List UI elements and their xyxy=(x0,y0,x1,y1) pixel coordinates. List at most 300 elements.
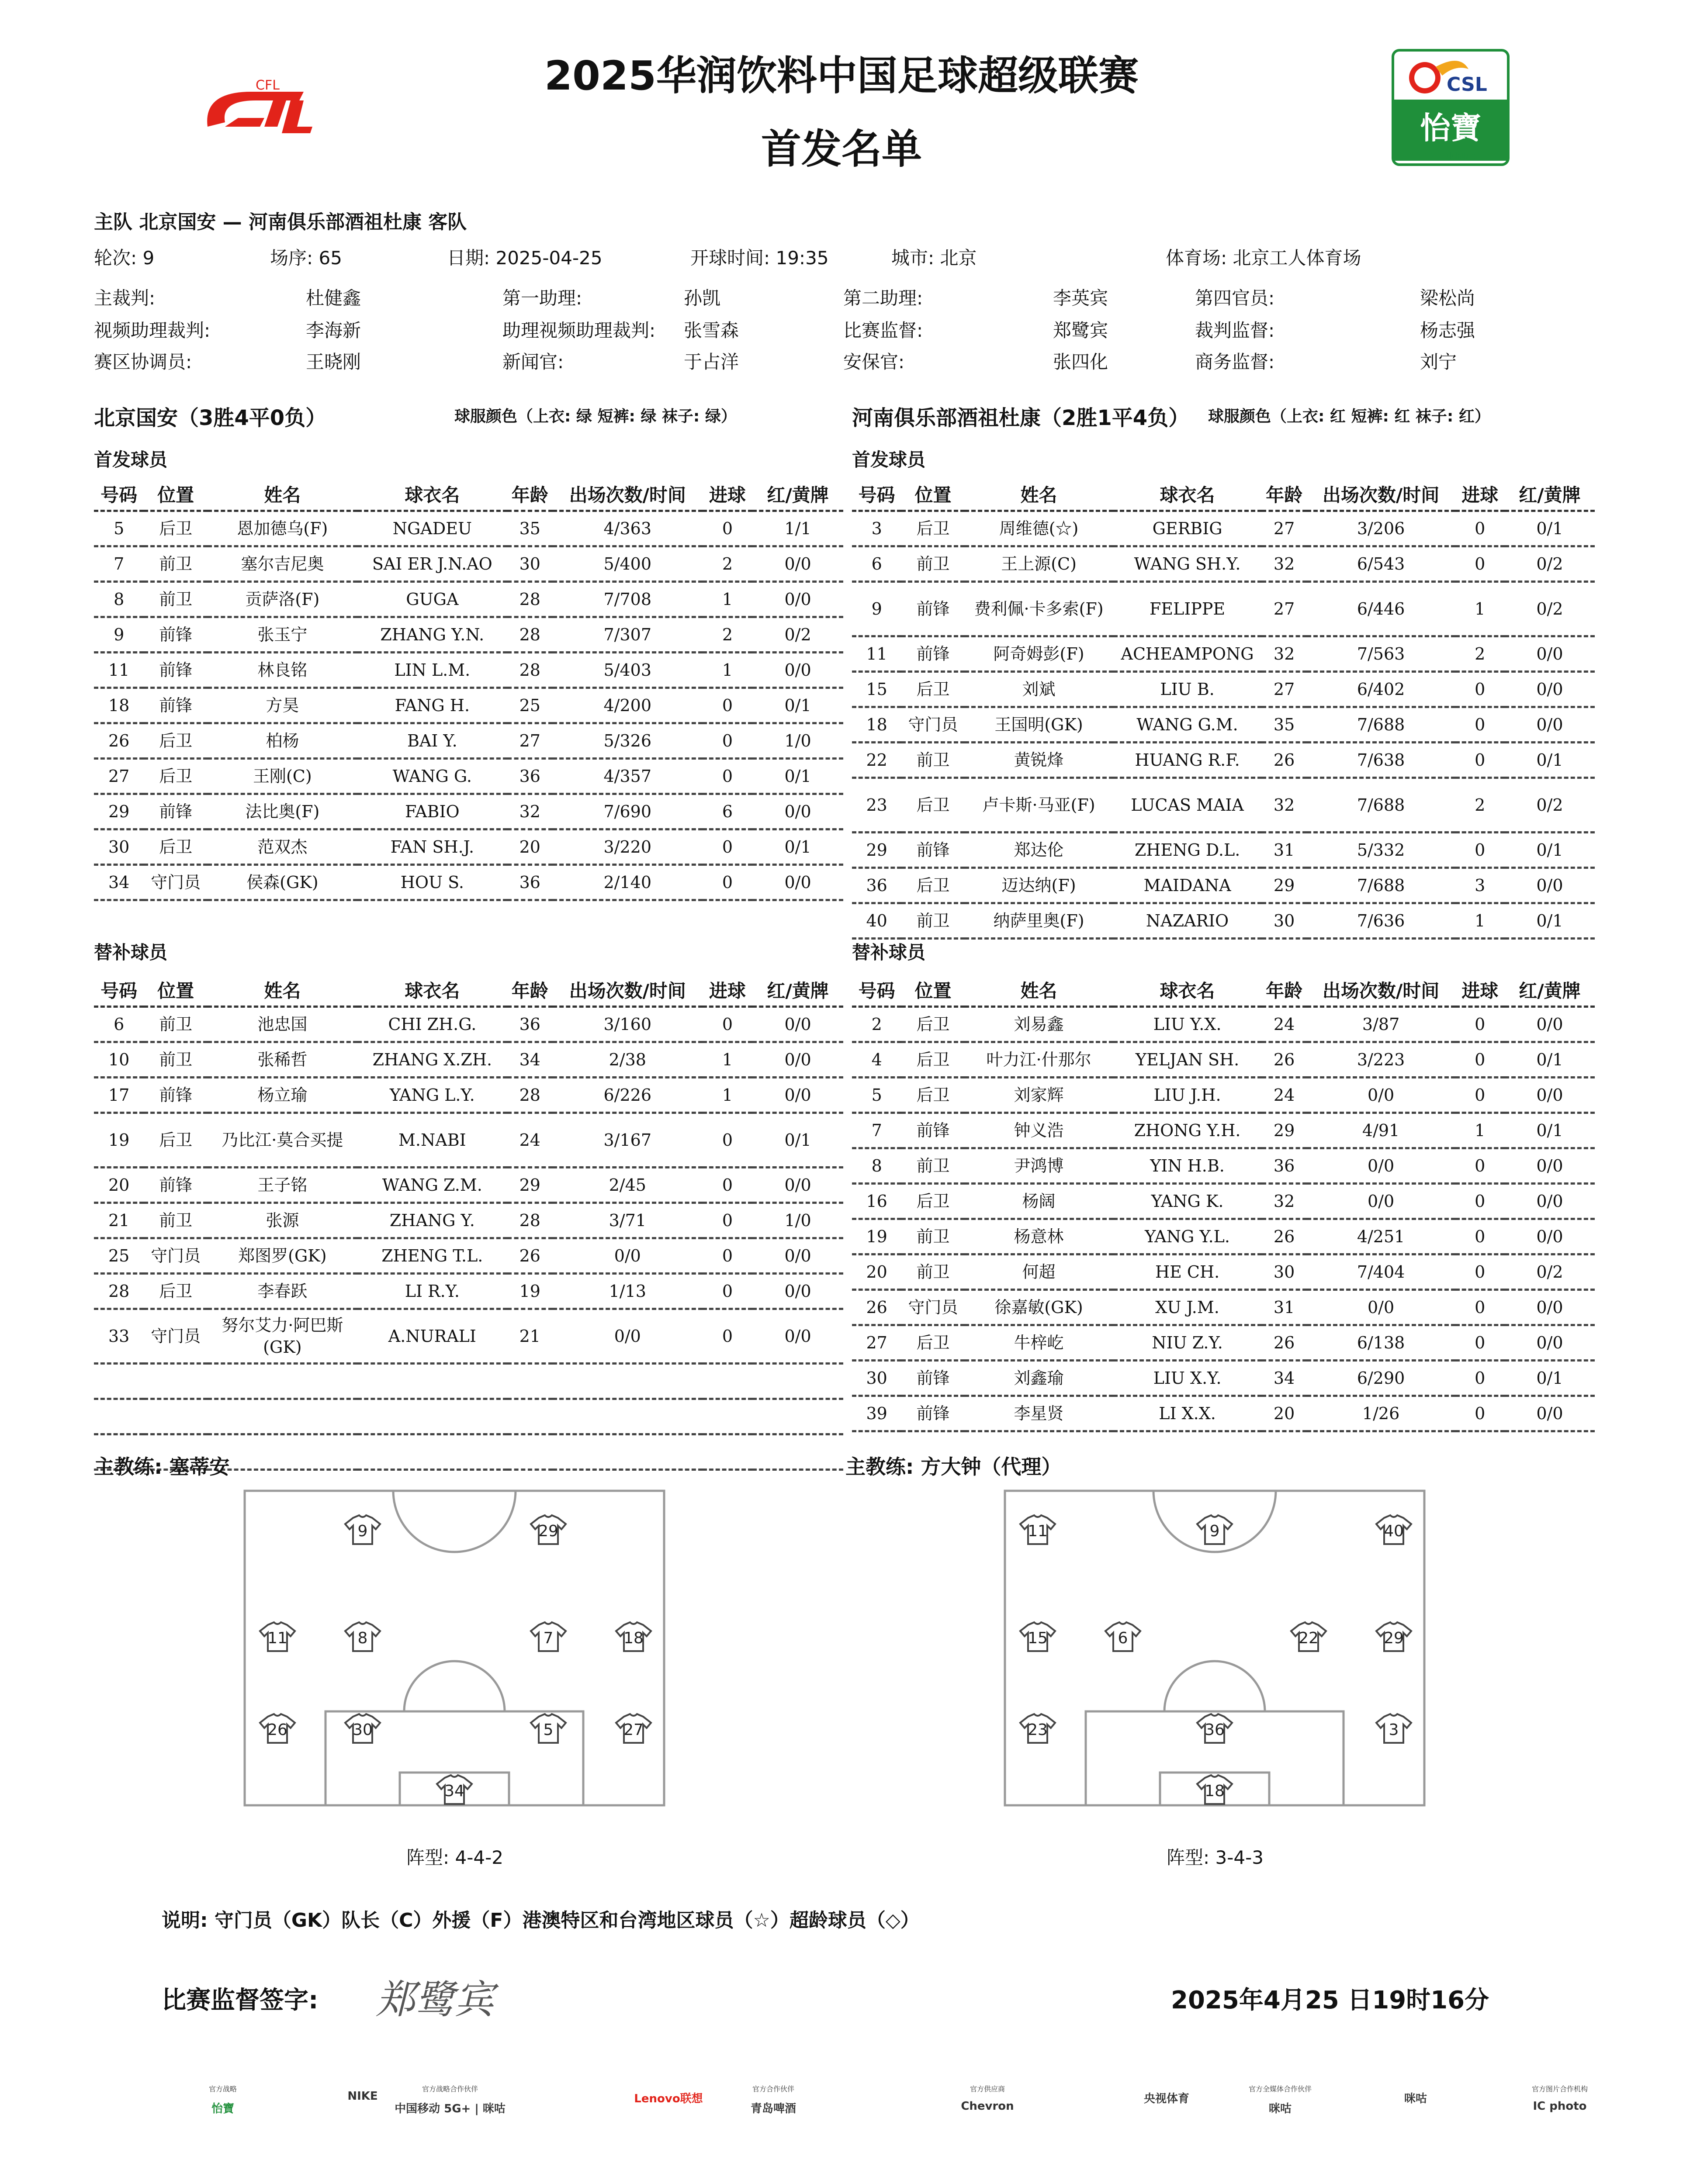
table-cell: 0 xyxy=(703,1168,752,1203)
sponsor-logo: 央视体育 xyxy=(1143,2092,1189,2105)
table-cell: 林良铭 xyxy=(208,653,357,688)
table-cell: 前锋 xyxy=(144,617,208,653)
column-header: 姓名 xyxy=(965,974,1113,1007)
table-row xyxy=(852,1184,1595,1219)
table-cell: 4/251 xyxy=(1307,1219,1455,1254)
table-cell: 守门员 xyxy=(144,865,208,900)
table-cell: 18 xyxy=(94,688,144,723)
table-cell: 7/638 xyxy=(1307,743,1455,778)
table-cell: 0/1 xyxy=(752,1113,843,1168)
table-cell: 张玉宁 xyxy=(208,617,357,653)
table-cell: 后卫 xyxy=(901,1078,964,1113)
table-row xyxy=(94,511,843,546)
table-cell: 后卫 xyxy=(901,778,964,833)
cfl-logo xyxy=(199,74,317,140)
table-cell: 前锋 xyxy=(901,1113,964,1148)
table-cell: 守门员 xyxy=(144,1309,208,1364)
kickoff-time: 开球时间: 19:35 xyxy=(690,247,829,269)
table-cell: 0/1 xyxy=(1505,903,1595,939)
table-cell: 7/404 xyxy=(1307,1254,1455,1290)
table-cell: 3/160 xyxy=(553,1007,703,1042)
table-cell: 前卫 xyxy=(144,1203,208,1238)
table-cell: 卢卡斯·马亚(F) xyxy=(965,778,1113,833)
official-role: 比赛监督: xyxy=(843,320,923,341)
table-cell: 努尔艾力·阿巴斯(GK) xyxy=(208,1309,357,1364)
table-cell: 11 xyxy=(94,653,144,688)
table-row xyxy=(852,1078,1595,1113)
table-cell: 26 xyxy=(1262,743,1307,778)
table-cell: 0/0 xyxy=(1505,672,1595,707)
table-cell: 费利佩·卡多索(F) xyxy=(965,582,1113,636)
table-row xyxy=(94,546,843,582)
column-header: 年龄 xyxy=(1262,974,1307,1007)
table-cell: 前锋 xyxy=(901,636,964,672)
table-cell: 后卫 xyxy=(901,1184,964,1219)
sponsor-logo: 官方战略合作伙伴 中国移动 5G+ | 咪咕 xyxy=(395,2085,506,2115)
table-row xyxy=(852,868,1595,903)
csl-logo: CSL 怡寶 2025 中超联赛 xyxy=(1392,49,1510,166)
player-shirt-icon xyxy=(1376,1714,1411,1743)
table-cell: 36 xyxy=(1262,1148,1307,1184)
table-cell: MAIDANA xyxy=(1113,868,1262,903)
legend-note: 说明: 守门员（GK）队长（C）外援（F）港澳特区和台湾地区球员（☆）超龄球员（◇） xyxy=(162,1909,920,1932)
table-cell: 34 xyxy=(507,1042,553,1078)
table-cell: 1/1 xyxy=(752,511,843,546)
table-cell: 前卫 xyxy=(901,903,964,939)
player-number: 11 xyxy=(1028,1522,1048,1540)
table-cell: 0/1 xyxy=(752,829,843,865)
official-role: 新闻官: xyxy=(502,351,564,373)
player-shirt-icon xyxy=(1376,1515,1411,1544)
official-name: 于占洋 xyxy=(684,351,739,373)
table-cell: 26 xyxy=(507,1238,553,1274)
table-cell: 0/1 xyxy=(1505,1361,1595,1396)
player-shirt-icon xyxy=(531,1622,566,1651)
player-shirt-icon xyxy=(1197,1775,1232,1804)
table-cell: 前锋 xyxy=(901,1396,964,1431)
table-cell: 0 xyxy=(1455,1361,1505,1396)
table-cell: 20 xyxy=(94,1168,144,1203)
column-header: 年龄 xyxy=(507,478,553,511)
table-cell: 郑达伦 xyxy=(965,833,1113,868)
table-cell: 30 xyxy=(1262,1254,1307,1290)
table-cell: 5/400 xyxy=(553,546,703,582)
home-subs-table xyxy=(94,974,843,1471)
table-cell: 前锋 xyxy=(144,653,208,688)
table-row xyxy=(852,1113,1595,1148)
table-cell: 0/0 xyxy=(553,1309,703,1364)
table-cell: ZHANG Y. xyxy=(357,1203,507,1238)
table-cell: LI X.X. xyxy=(1113,1396,1262,1431)
table-cell: 2/45 xyxy=(553,1168,703,1203)
table-cell: 29 xyxy=(507,1168,553,1203)
player-shirt-icon xyxy=(616,1714,651,1743)
table-row xyxy=(94,723,843,759)
table-cell: 李星贤 xyxy=(965,1396,1113,1431)
official-name: 杜健鑫 xyxy=(306,287,361,309)
table-cell: 26 xyxy=(94,723,144,759)
table-cell: 32 xyxy=(1262,1184,1307,1219)
table-cell: 0/0 xyxy=(752,1238,843,1274)
table-cell: 7/636 xyxy=(1307,903,1455,939)
column-header: 姓名 xyxy=(965,478,1113,511)
table-cell: 7/708 xyxy=(553,582,703,617)
table-cell: 31 xyxy=(1262,1290,1307,1325)
table-cell: 2 xyxy=(703,546,752,582)
official-role: 助理视频助理裁判: xyxy=(502,320,656,341)
table-cell: 7/688 xyxy=(1307,778,1455,833)
table-cell: FABIO xyxy=(357,794,507,829)
table-cell: 0/0 xyxy=(1505,1325,1595,1361)
table-cell: 28 xyxy=(507,617,553,653)
table-cell: 3 xyxy=(852,511,901,546)
table-cell: 前卫 xyxy=(901,1219,964,1254)
table-cell: 29 xyxy=(852,833,901,868)
official-role: 第二助理: xyxy=(843,287,923,309)
official-role: 主裁判: xyxy=(94,287,156,309)
table-cell: 19 xyxy=(507,1274,553,1309)
table-row xyxy=(94,1274,843,1309)
official-role: 第四官员: xyxy=(1195,287,1275,309)
table-row xyxy=(94,688,843,723)
table-cell: 32 xyxy=(1262,778,1307,833)
table-cell: HUANG R.F. xyxy=(1113,743,1262,778)
match-date: 日期: 2025-04-25 xyxy=(447,247,603,269)
column-header: 号码 xyxy=(852,478,901,511)
player-number: 29 xyxy=(1384,1629,1404,1647)
column-header: 红/黄牌 xyxy=(752,974,843,1007)
away-formation: 阵型: 3-4-3 xyxy=(1167,1847,1264,1868)
column-header: 球衣名 xyxy=(357,974,507,1007)
table-cell: 杨立瑜 xyxy=(208,1078,357,1113)
table-cell: 2/38 xyxy=(553,1042,703,1078)
column-header: 出场次数/时间 xyxy=(1307,974,1455,1007)
player-number: 11 xyxy=(267,1629,287,1647)
table-cell: 0/1 xyxy=(752,759,843,794)
home-formation: 阵型: 4-4-2 xyxy=(406,1847,503,1868)
table-cell: 0/2 xyxy=(1505,1254,1595,1290)
table-cell: 3/167 xyxy=(553,1113,703,1168)
table-cell: 0/0 xyxy=(1307,1290,1455,1325)
column-header: 进球 xyxy=(1455,478,1505,511)
table-cell: 钟义浩 xyxy=(965,1113,1113,1148)
table-cell: 0/0 xyxy=(752,794,843,829)
table-cell: 尹鸿博 xyxy=(965,1148,1113,1184)
away-subs-table xyxy=(852,974,1595,1432)
table-cell: 0/0 xyxy=(1505,1219,1595,1254)
column-header: 红/黄牌 xyxy=(1505,974,1595,1007)
table-cell: 0/0 xyxy=(1505,1078,1595,1113)
player-shirt-icon xyxy=(345,1714,380,1743)
table-cell: ACHEAMPONG xyxy=(1113,636,1262,672)
player-shirt-icon xyxy=(616,1622,651,1651)
round: 轮次: 9 xyxy=(94,247,155,269)
column-header: 进球 xyxy=(703,974,752,1007)
table-cell: 前锋 xyxy=(144,688,208,723)
table-cell: 0/0 xyxy=(1307,1148,1455,1184)
table-cell: 0/0 xyxy=(752,653,843,688)
table-cell: 27 xyxy=(852,1325,901,1361)
player-number: 18 xyxy=(1205,1782,1225,1800)
player-number: 23 xyxy=(1028,1721,1048,1739)
table-row xyxy=(852,1361,1595,1396)
player-shirt-icon xyxy=(1291,1622,1326,1651)
table-cell: 王刚(C) xyxy=(208,759,357,794)
column-header: 出场次数/时间 xyxy=(553,974,703,1007)
player-number: 34 xyxy=(444,1782,464,1800)
table-cell: 0/0 xyxy=(1505,1290,1595,1325)
table-cell: 李春跃 xyxy=(208,1274,357,1309)
table-cell: 前卫 xyxy=(144,582,208,617)
table-cell: 1 xyxy=(1455,582,1505,636)
table-cell: 王上源(C) xyxy=(965,546,1113,582)
table-cell: 3/223 xyxy=(1307,1042,1455,1078)
sponsor-logo: NIKE xyxy=(347,2090,378,2103)
table-cell: 守门员 xyxy=(901,1290,964,1325)
table-row xyxy=(852,903,1595,939)
table-row xyxy=(94,1309,843,1364)
table-cell: 28 xyxy=(507,653,553,688)
official-role: 裁判监督: xyxy=(1195,320,1275,341)
table-cell: 30 xyxy=(507,546,553,582)
table-cell: 前卫 xyxy=(901,1254,964,1290)
table-cell: 3/220 xyxy=(553,829,703,865)
table-cell: 前卫 xyxy=(901,743,964,778)
table-cell: 5 xyxy=(852,1078,901,1113)
table-cell: 刘鑫瑜 xyxy=(965,1361,1113,1396)
official-name: 刘宁 xyxy=(1420,351,1457,373)
table-cell: 0 xyxy=(1455,707,1505,743)
table-cell: ZHENG T.L. xyxy=(357,1238,507,1274)
table-cell: 6/226 xyxy=(553,1078,703,1113)
home-starters-label: 首发球员 xyxy=(94,449,168,470)
match-line: 主队 北京国安 — 河南俱乐部酒祖杜康 客队 xyxy=(94,211,467,233)
table-cell: 0/0 xyxy=(752,582,843,617)
table-cell: 后卫 xyxy=(901,1007,964,1042)
table-cell: 何超 xyxy=(965,1254,1113,1290)
stadium: 体育场: 北京工人体育场 xyxy=(1166,247,1361,269)
table-cell: 16 xyxy=(852,1184,901,1219)
player-number: 8 xyxy=(357,1629,368,1647)
table-cell: GUGA xyxy=(357,582,507,617)
table-cell: 0/0 xyxy=(752,1042,843,1078)
table-cell: 前锋 xyxy=(144,794,208,829)
column-header: 红/黄牌 xyxy=(752,478,843,511)
table-cell: 0 xyxy=(1455,1184,1505,1219)
table-cell: 40 xyxy=(852,903,901,939)
table-cell: 7/690 xyxy=(553,794,703,829)
table-cell: 20 xyxy=(1262,1396,1307,1431)
table-cell: 32 xyxy=(1262,636,1307,672)
official-role: 安保官: xyxy=(843,351,905,373)
table-cell: 前卫 xyxy=(144,1007,208,1042)
sponsor-logo: 官方战略 怡寶 xyxy=(208,2085,237,2115)
table-cell: ZHANG X.ZH. xyxy=(357,1042,507,1078)
table-cell: 6/138 xyxy=(1307,1325,1455,1361)
column-header: 出场次数/时间 xyxy=(1307,478,1455,511)
column-header: 姓名 xyxy=(208,974,357,1007)
official-role: 赛区协调员: xyxy=(94,351,192,373)
table-row xyxy=(852,1290,1595,1325)
official-name: 李英宾 xyxy=(1053,287,1108,309)
table-cell: 张稀哲 xyxy=(208,1042,357,1078)
table-row xyxy=(852,582,1595,636)
table-cell: 32 xyxy=(507,794,553,829)
table-cell: HOU S. xyxy=(357,865,507,900)
table-cell: WANG SH.Y. xyxy=(1113,546,1262,582)
table-cell: 0 xyxy=(1455,546,1505,582)
table-cell: 杨阔 xyxy=(965,1184,1113,1219)
table-cell: 0/0 xyxy=(752,1274,843,1309)
table-cell: 1 xyxy=(703,653,752,688)
table-cell: 0 xyxy=(1455,1325,1505,1361)
table-cell: 3/87 xyxy=(1307,1007,1455,1042)
svg-text:CFL: CFL xyxy=(256,78,280,93)
table-cell: 6/290 xyxy=(1307,1361,1455,1396)
table-cell: 郑图罗(GK) xyxy=(208,1238,357,1274)
table-cell: 26 xyxy=(1262,1042,1307,1078)
player-number: 9 xyxy=(357,1522,368,1540)
table-cell: 1/26 xyxy=(1307,1396,1455,1431)
column-header: 球衣名 xyxy=(357,478,507,511)
table-cell: LI R.Y. xyxy=(357,1274,507,1309)
table-cell: 29 xyxy=(94,794,144,829)
signed-time: 2025年4月25 日19时16分 xyxy=(1171,1986,1489,2015)
table-cell: 0/0 xyxy=(1307,1184,1455,1219)
table-cell: 0 xyxy=(1455,1254,1505,1290)
table-cell: 后卫 xyxy=(901,868,964,903)
table-cell: 侯森(GK) xyxy=(208,865,357,900)
table-row xyxy=(852,546,1595,582)
table-cell: 1 xyxy=(703,1078,752,1113)
table-cell: 26 xyxy=(1262,1325,1307,1361)
table-cell: 0 xyxy=(1455,1219,1505,1254)
table-cell: 4/363 xyxy=(553,511,703,546)
table-cell: 0/1 xyxy=(1505,1042,1595,1078)
table-row xyxy=(852,1219,1595,1254)
sponsor-logo: 官方合作伙伴 青岛啤酒 xyxy=(750,2085,796,2115)
table-cell: LIU J.H. xyxy=(1113,1078,1262,1113)
player-number: 22 xyxy=(1299,1629,1319,1647)
table-cell: 阿奇姆彭(F) xyxy=(965,636,1113,672)
table-row xyxy=(852,833,1595,868)
player-shirt-icon xyxy=(1020,1622,1055,1651)
table-row xyxy=(94,865,843,900)
table-cell: 池忠国 xyxy=(208,1007,357,1042)
column-header: 进球 xyxy=(703,478,752,511)
table-cell: 黄锐烽 xyxy=(965,743,1113,778)
table-cell: 9 xyxy=(852,582,901,636)
home-coach: 主教练: 塞蒂安 xyxy=(94,1455,230,1479)
player-shirt-icon xyxy=(260,1714,295,1743)
table-cell: 0 xyxy=(703,1007,752,1042)
table-cell: 27 xyxy=(507,723,553,759)
table-cell: YANG Y.L. xyxy=(1113,1219,1262,1254)
table-cell: 0/0 xyxy=(1505,707,1595,743)
table-cell: 迈达纳(F) xyxy=(965,868,1113,903)
table-row xyxy=(94,1203,843,1238)
table-cell: LIN L.M. xyxy=(357,653,507,688)
table-cell: 0/1 xyxy=(752,688,843,723)
table-cell: 19 xyxy=(94,1113,144,1168)
sponsor-logo: 官方图片合作机构 IC photo xyxy=(1531,2085,1588,2113)
table-row xyxy=(852,1007,1595,1042)
table-cell: 39 xyxy=(852,1396,901,1431)
table-cell: 33 xyxy=(94,1309,144,1364)
table-cell: 5 xyxy=(94,511,144,546)
table-cell: 25 xyxy=(507,688,553,723)
table-cell: 28 xyxy=(507,582,553,617)
table-cell: 刘易鑫 xyxy=(965,1007,1113,1042)
table-cell: 6 xyxy=(703,794,752,829)
table-row xyxy=(94,794,843,829)
table-cell: 0/0 xyxy=(1505,636,1595,672)
handwritten-signature: 郑鹭宾 xyxy=(376,1977,494,2023)
table-cell: 1/0 xyxy=(752,723,843,759)
home-team-title: 北京国安（3胜4平0负） xyxy=(94,406,327,430)
table-cell: 0 xyxy=(1455,1007,1505,1042)
table-cell: FAN SH.J. xyxy=(357,829,507,865)
table-cell: 0 xyxy=(1455,1078,1505,1113)
table-cell: 0/0 xyxy=(752,1078,843,1113)
table-cell: 方昊 xyxy=(208,688,357,723)
away-formation-pitch xyxy=(1003,1489,1427,1807)
table-row xyxy=(852,707,1595,743)
table-cell: 30 xyxy=(1262,903,1307,939)
table-cell: 后卫 xyxy=(144,723,208,759)
sponsor-logo: 官方供应商 Chevron xyxy=(961,2085,1014,2113)
table-cell: 刘家辉 xyxy=(965,1078,1113,1113)
table-row xyxy=(94,1168,843,1203)
table-cell: 7 xyxy=(852,1113,901,1148)
official-name: 张雪森 xyxy=(684,320,739,341)
column-header: 号码 xyxy=(94,974,144,1007)
table-cell: 17 xyxy=(94,1078,144,1113)
match-number: 场序: 65 xyxy=(270,247,342,269)
table-cell: 4 xyxy=(852,1042,901,1078)
table-cell: 1 xyxy=(1455,1113,1505,1148)
table-row xyxy=(94,1238,843,1274)
home-subs-label: 替补球员 xyxy=(94,942,168,963)
table-cell: YANG K. xyxy=(1113,1184,1262,1219)
table-cell: 后卫 xyxy=(144,511,208,546)
table-cell: 0/0 xyxy=(752,1168,843,1203)
table-cell: 7/563 xyxy=(1307,636,1455,672)
table-cell: 27 xyxy=(1262,582,1307,636)
table-row xyxy=(852,743,1595,778)
table-cell: 36 xyxy=(507,759,553,794)
column-header: 位置 xyxy=(144,478,208,511)
table-cell: 21 xyxy=(507,1309,553,1364)
table-cell: 乃比江·莫合买提 xyxy=(208,1113,357,1168)
table-cell: 0/2 xyxy=(1505,778,1595,833)
table-cell: 纳萨里奥(F) xyxy=(965,903,1113,939)
home-formation-pitch xyxy=(242,1489,666,1807)
table-cell: SAI ER J.N.AO xyxy=(357,546,507,582)
official-name: 王晓刚 xyxy=(306,351,361,373)
table-cell: 4/357 xyxy=(553,759,703,794)
table-cell: 0 xyxy=(703,1274,752,1309)
table-row xyxy=(94,759,843,794)
player-number: 40 xyxy=(1384,1522,1404,1540)
table-row xyxy=(852,1042,1595,1078)
table-row xyxy=(94,1078,843,1113)
official-name: 张四化 xyxy=(1053,351,1108,373)
table-cell: 0/0 xyxy=(1505,1007,1595,1042)
table-cell: 0/0 xyxy=(1505,868,1595,903)
column-header: 位置 xyxy=(144,974,208,1007)
table-cell: LUCAS MAIA xyxy=(1113,778,1262,833)
